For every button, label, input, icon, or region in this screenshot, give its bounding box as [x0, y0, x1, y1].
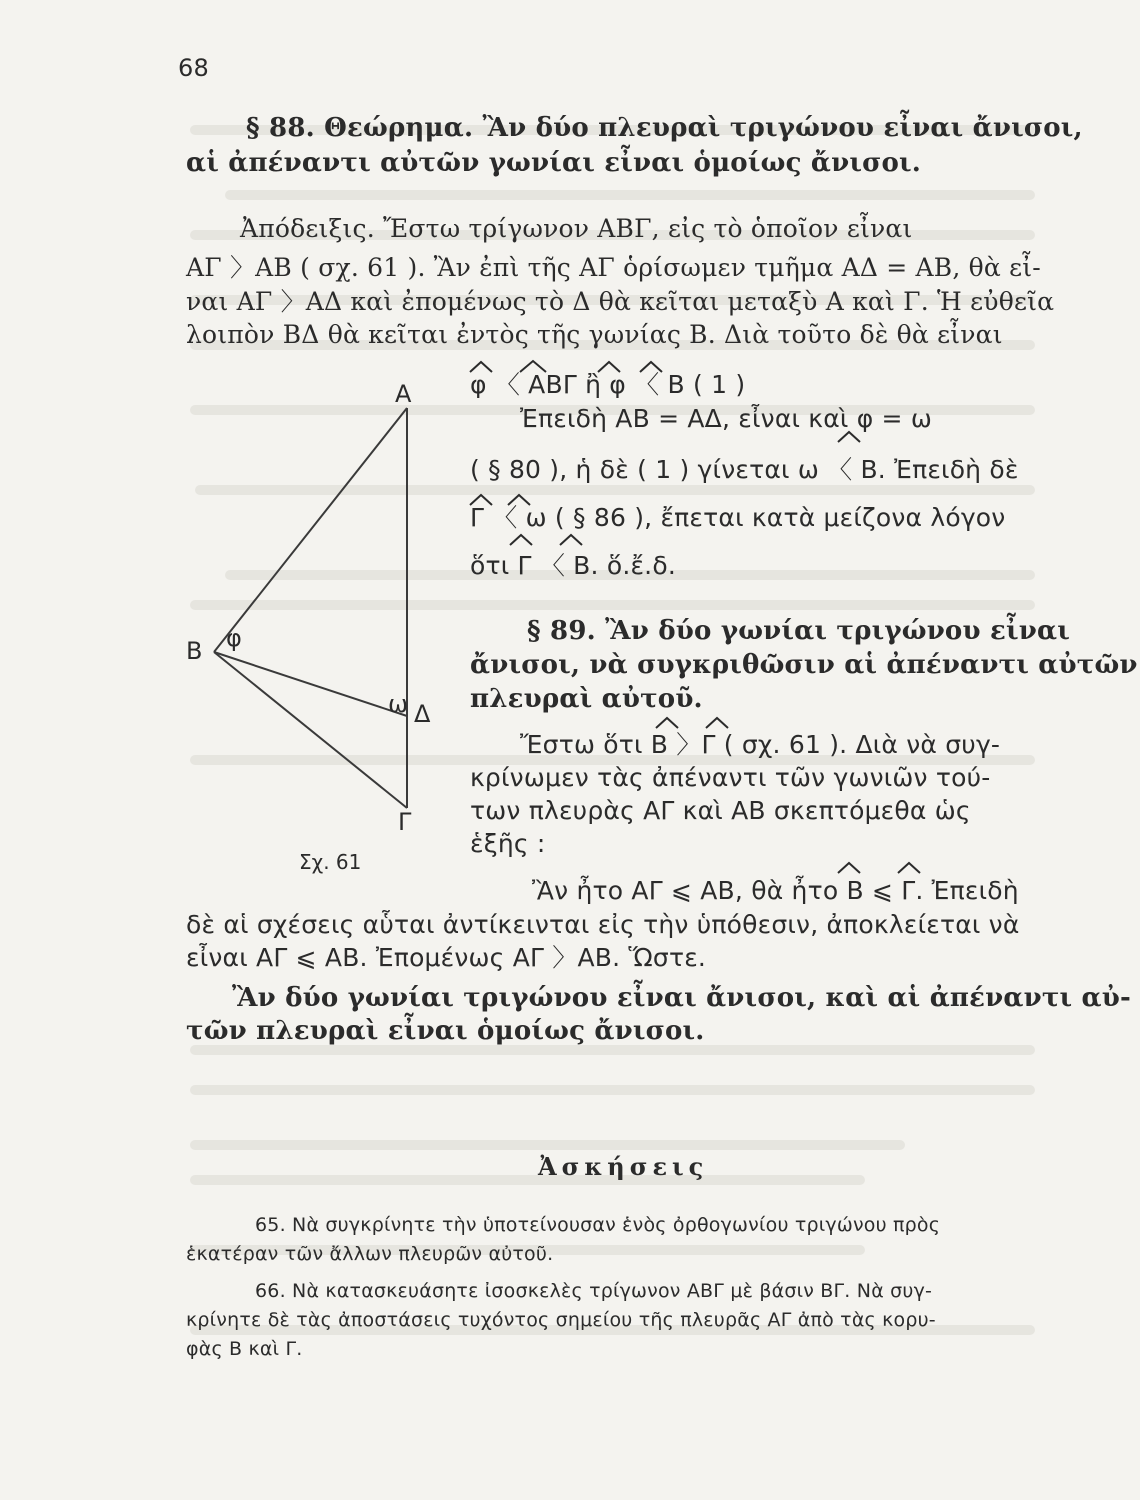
proof-line-1: Ἀπόδειξις. Ἔστω τρίγωνον ΑΒΓ, εἰς τὸ ὁποῖον εἶναι: [240, 214, 913, 243]
theorem-88-line-2: αἱ ἀπέναντι αὐτῶν γωνίαι εἶναι ὁμοίως ἄνισοι.: [186, 148, 922, 178]
proof-89-line-1: Ἔστω ὅτι Β 〉Γ ( σχ. 61 ). Διὰ νὰ συγ-: [520, 730, 1001, 759]
exercise-66-line-3: φὰς Β καὶ Γ.: [186, 1338, 303, 1360]
proof-col-line-4: ὅτι Γ 〈 Β. ὅ.ἔ.δ.: [470, 551, 676, 580]
theorem-88-line-1: § 88. Θεώρημα. Ἂν δύο πλευραὶ τριγώνου εἶναι ἄνισοι,: [246, 113, 1083, 143]
side-AB: [214, 408, 407, 652]
vertex-label-A: Α: [395, 380, 412, 408]
vertex-label-D: Δ: [414, 700, 431, 728]
figure-caption: Σχ. 61: [299, 850, 362, 874]
segment-BD: [214, 652, 407, 716]
proof-col-line-2: ( § 80 ), ἡ δὲ ( 1 ) γίνεται ω 〈 Β. Ἐπειδὴ δὲ: [470, 455, 1019, 484]
angle-label-omega: ω: [388, 690, 409, 718]
exercise-65-line-2: ἑκατέραν τῶν ἄλλων πλευρῶν αὐτοῦ.: [186, 1243, 554, 1265]
proof-line-2: ΑΓ 〉ΑΒ ( σχ. 61 ). Ἂν ἐπὶ τῆς ΑΓ ὁρίσωμεν τμῆμα ΑΔ = ΑΒ, θὰ εἶ-: [186, 253, 1041, 282]
proof-89-line-3: των πλευρὰς ΑΓ καὶ ΑΒ σκεπτόμεθα ὡς: [470, 796, 971, 825]
conclusion-line-2: τῶν πλευραὶ εἶναι ὁμοίως ἄνισοι.: [186, 1016, 705, 1046]
proof-col-line-3: Γ 〈 ω ( § 86 ), ἔπεται κατὰ μείζονα λόγον: [470, 503, 1006, 532]
exercise-66-line-1: 66. Νὰ κατασκευάσητε ἰσοσκελὲς τρίγωνον ΑΒΓ μὲ βάσιν ΒΓ. Νὰ συγ-: [255, 1280, 933, 1302]
angle-label-phi: φ: [226, 624, 242, 652]
proof-col-line-1: Ἐπειδὴ ΑΒ = ΑΔ, εἶναι καὶ φ = ω: [520, 404, 932, 433]
vertex-label-G: Γ: [398, 808, 412, 836]
proof-89-line-2: κρίνωμεν τὰς ἀπέναντι τῶν γωνιῶν τού-: [470, 763, 991, 792]
theorem-89-line-2: ἄνισοι, νὰ συγκριθῶσιν αἱ ἀπέναντι αὐτῶν: [470, 650, 1138, 680]
proof-89-line-4: ἑξῆς :: [470, 829, 546, 858]
theorem-89-line-3: πλευραὶ αὐτοῦ.: [470, 684, 703, 714]
proof-89-line-7: εἶναι ΑΓ ⩽ ΑΒ. Ἐπομένως ΑΓ 〉ΑΒ. Ὥστε.: [186, 943, 707, 972]
proof-89-line-6: δὲ αἱ σχέσεις αὗται ἀντίκεινται εἰς τὴν ὑπόθεσιν, ἀποκλείεται νὰ: [186, 910, 1020, 939]
proof-line-4: λοιπὸν ΒΔ θὰ κεῖται ἐντὸς τῆς γωνίας Β. Διὰ τοῦτο δὲ θὰ εἶναι: [186, 320, 1003, 349]
theorem-89-line-1: § 89. Ἂν δύο γωνίαι τριγώνου εἶναι: [527, 616, 1070, 646]
proof-line-3: ναι ΑΓ 〉ΑΔ καὶ ἐπομένως τὸ Δ θὰ κεῖται μεταξὺ Α καὶ Γ. Ἡ εὐθεῖα: [186, 287, 1055, 316]
vertex-label-B: Β: [186, 637, 203, 665]
proof-89-line-5: Ἂν ἦτο ΑΓ ⩽ ΑΒ, θὰ ἦτο Β ⩽ Γ. Ἐπειδὴ: [532, 876, 1019, 905]
conclusion-line-1: Ἂν δύο γωνίαι τριγώνου εἶναι ἄνισοι, καὶ αἱ ἀπέναντι αὐ-: [232, 983, 1131, 1013]
exercise-66-line-2: κρίνητε δὲ τὰς ἀποστάσεις τυχόντος σημείου τῆς πλευρᾶς ΑΓ ἀπὸ τὰς κορυ-: [186, 1309, 936, 1331]
exercise-65-line-1: 65. Νὰ συγκρίνητε τὴν ὑποτείνουσαν ἑνὸς ὀρθογωνίου τριγώνου πρὸς: [255, 1214, 941, 1236]
exercises-heading: Ἀσκήσεις: [538, 1152, 709, 1181]
side-BG: [214, 652, 407, 808]
page-number: 68: [178, 54, 209, 82]
inequality-1: φ 〈 ΑΒΓ ἢ φ 〈 Β ( 1 ): [470, 370, 746, 399]
